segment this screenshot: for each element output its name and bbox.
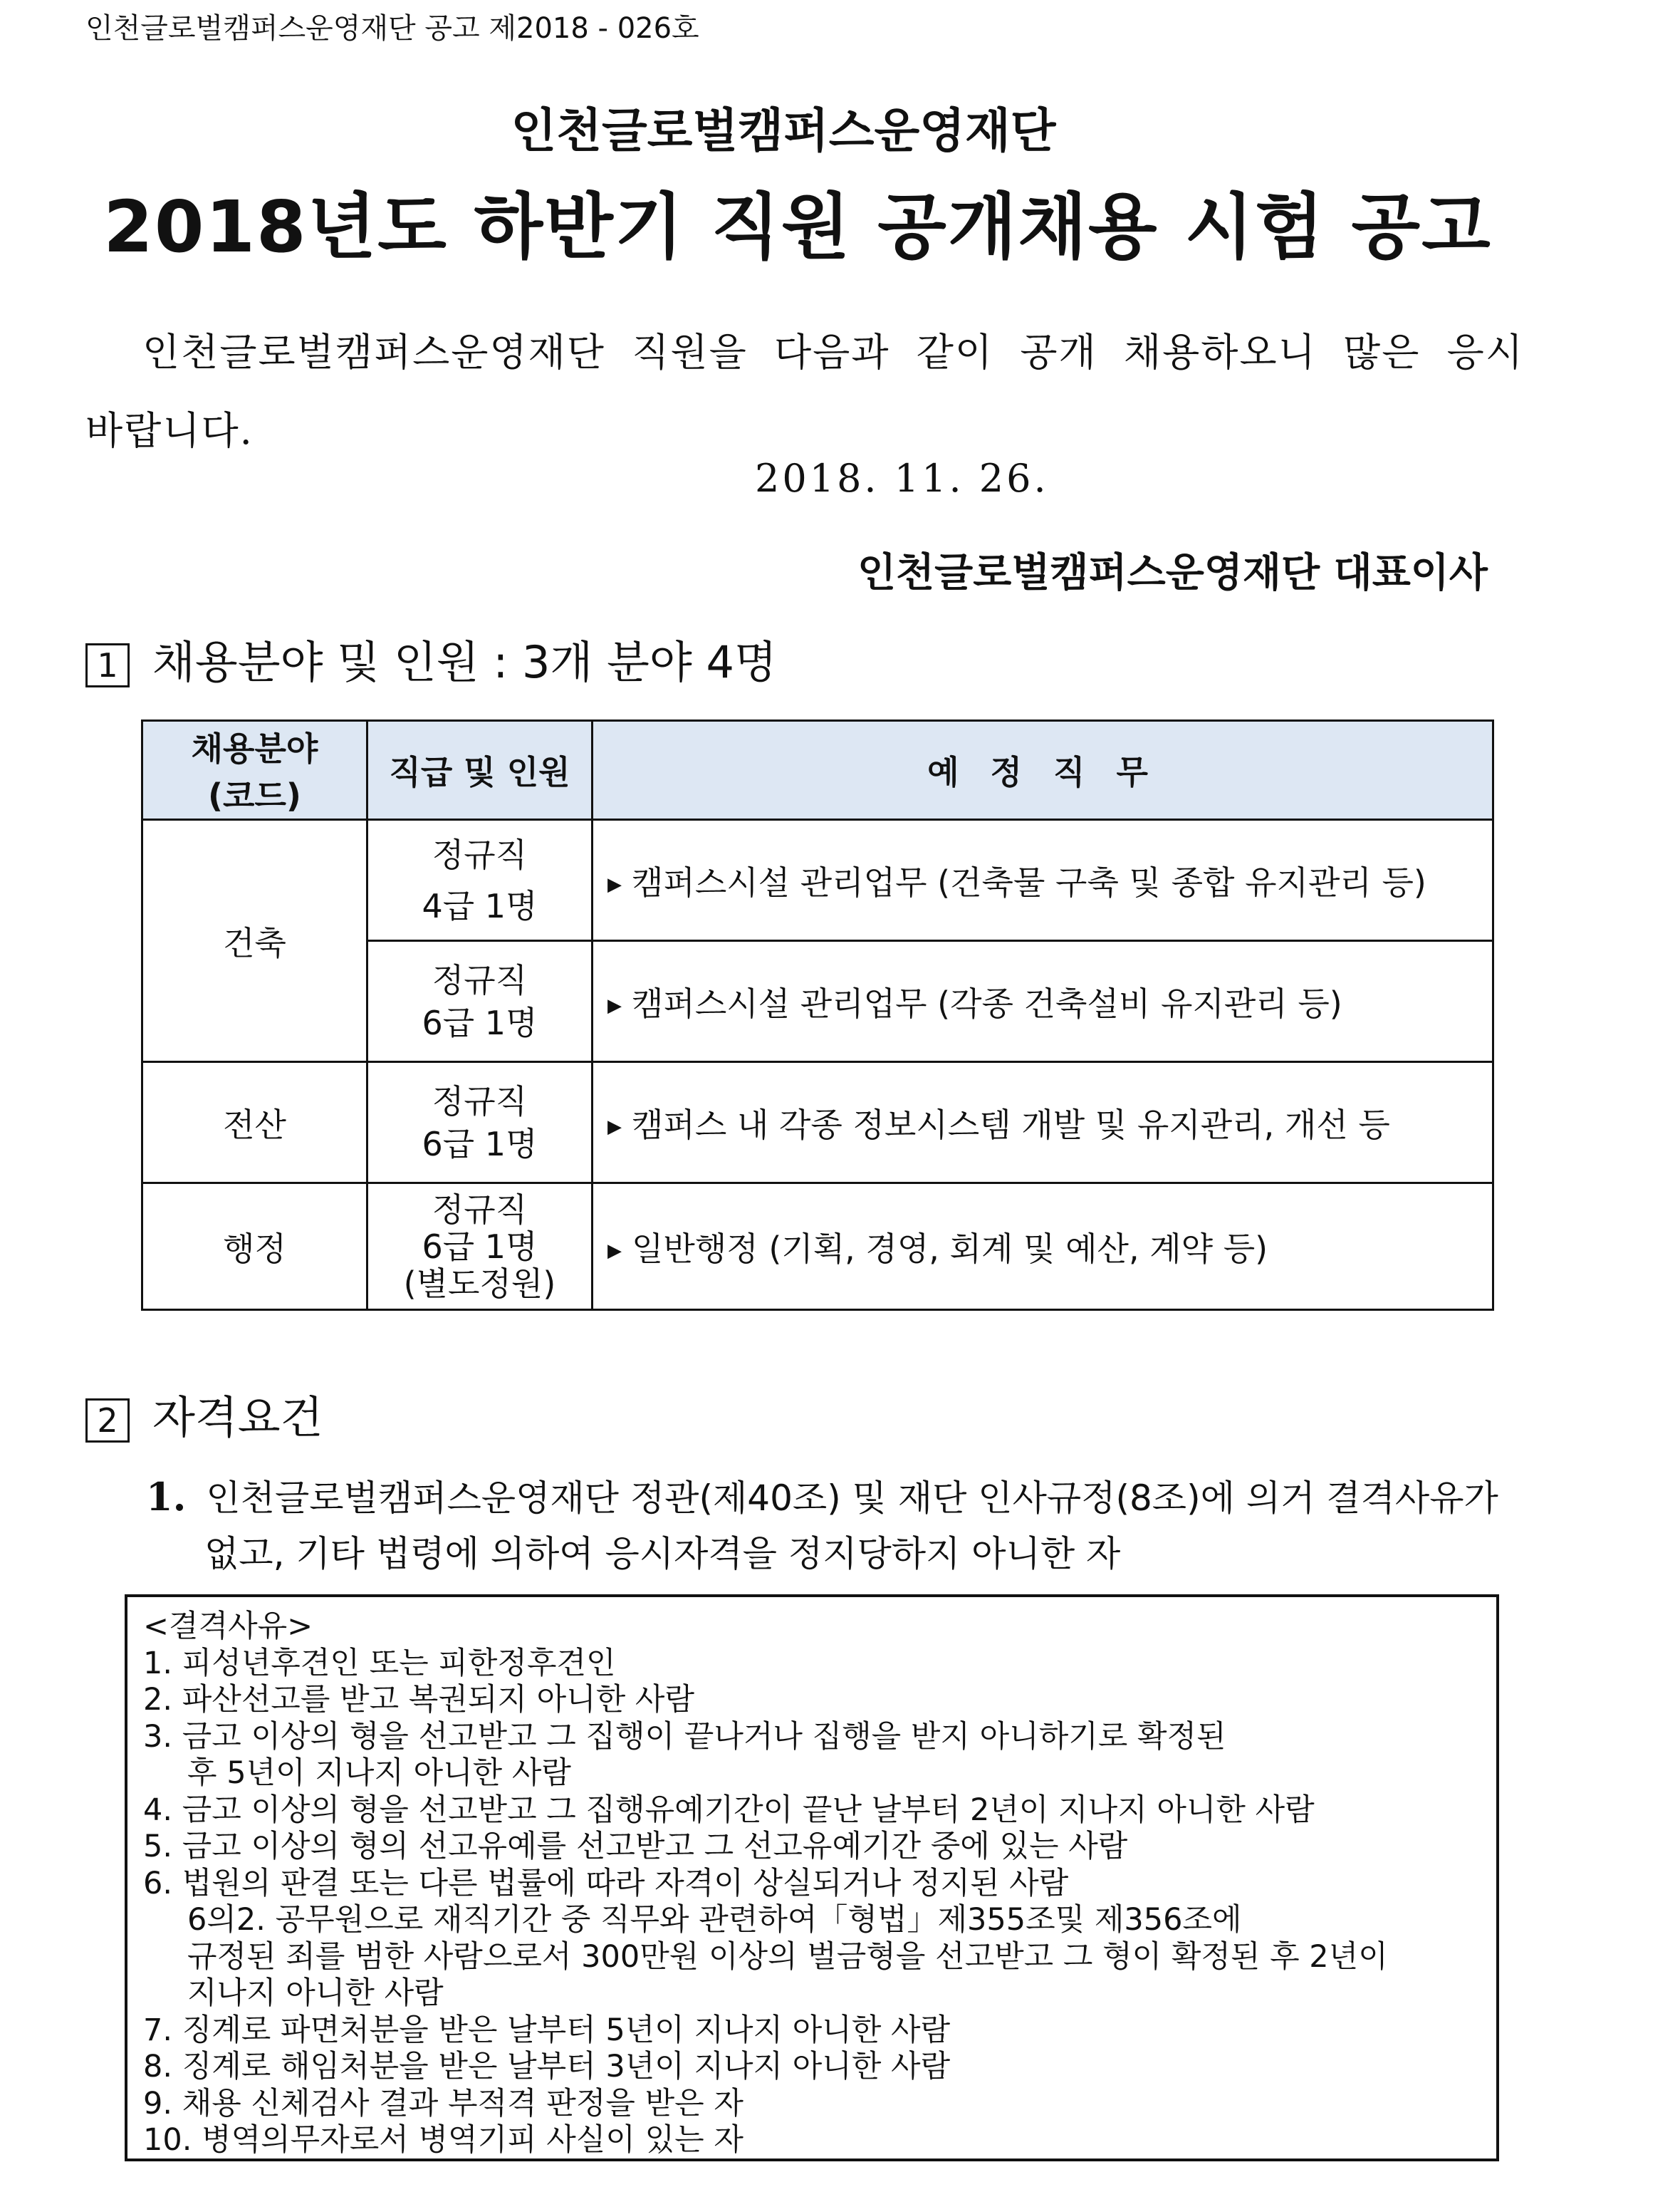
duty-cell (593, 1062, 1493, 1183)
requirement-number: 1. (146, 1474, 187, 1520)
grade-count: 4급 1명 (422, 886, 538, 925)
section-number: 2 (85, 1398, 130, 1443)
duty-cell (593, 1183, 1493, 1310)
field-cell: 건축 (142, 820, 367, 1062)
table-header-row (142, 721, 1493, 820)
table-row (142, 1183, 1493, 1310)
list-item-continuation: 규정된 죄를 범한 사람으로서 300만원 이상의 벌금형을 선고받고 그 형이 확정된 후 2년이 (187, 1938, 1388, 1975)
employment-type: 정규직 (432, 1190, 528, 1229)
list-item: 10. 병역의무자로서 병역기피 사실이 있는 자 (143, 2122, 744, 2158)
grade-count: 6급 1명 (422, 1227, 538, 1266)
header-field-label: 채용분야 (191, 729, 318, 768)
grade-cell (367, 1062, 593, 1183)
triangle-bullet-icon: ▶ (607, 874, 622, 895)
duty-text: 캠퍼스시설 관리업무 (각종 건축설비 유지관리 등) (632, 984, 1342, 1023)
page-title: 2018년도 하반기 직원 공개채용 시험 공고 (103, 185, 1492, 269)
triangle-bullet-icon: ▶ (607, 1240, 622, 1262)
header-grade: 직급 및 인원 (367, 721, 593, 820)
duty-cell (593, 820, 1493, 941)
field-cell: 행정 (142, 1183, 367, 1310)
announcement-date: 2018. 11. 26. (755, 456, 1049, 501)
requirement-item (146, 1469, 1535, 1581)
list-item: 6. 법원의 판결 또는 다른 법률에 따라 자격이 상실되거나 정지된 사람 (143, 1865, 1069, 1901)
duty-cell (593, 941, 1493, 1062)
signer: 인천글로벌캠퍼스운영재단 대표이사 (857, 550, 1488, 596)
announcement-number: 인천글로벌캠퍼스운영재단 공고 제2018 - 026호 (85, 12, 699, 45)
duty-text: 일반행정 (기획, 경영, 회계 및 예산, 계약 등) (632, 1229, 1268, 1268)
header-field (142, 721, 367, 820)
section-number: 1 (85, 643, 130, 687)
list-item: 6의2. 공무원으로 재직기간 중 직무와 관련하여「형법」제355조및 제356조에 (187, 1902, 1242, 1938)
list-item: 4. 금고 이상의 형을 선고받고 그 집행유예기간이 끝난 날부터 2년이 지나지 아니한 사람 (143, 1792, 1315, 1828)
list-item: 5. 금고 이상의 형의 선고유예를 선고받고 그 선고유예기간 중에 있는 사람 (143, 1829, 1128, 1864)
table-row (142, 1062, 1493, 1183)
employment-type: 정규직 (432, 960, 528, 999)
duty-text: 캠퍼스시설 관리업무 (건축물 구축 및 종합 유지관리 등) (632, 863, 1426, 902)
duty-text: 캠퍼스 내 각종 정보시스템 개발 및 유지관리, 개선 등 (632, 1105, 1390, 1144)
triangle-bullet-icon: ▶ (607, 995, 622, 1017)
triangle-bullet-icon: ▶ (607, 1116, 622, 1138)
table-row (142, 820, 1493, 941)
grade-cell (367, 1183, 593, 1310)
grade-count: 6급 1명 (422, 1003, 538, 1042)
field-cell: 전산 (142, 1062, 367, 1183)
header-field-code: (코드) (208, 776, 301, 815)
requirement-line-2: 없고, 기타 법령에 의하여 응시자격을 정지당하지 아니한 자 (204, 1533, 1121, 1574)
section-1-heading (85, 627, 777, 690)
intro-line-1: 인천글로벌캠퍼스운영재단 직원을 다음과 같이 공개 채용하오니 많은 응시 (142, 330, 1524, 375)
requirement-line-1: 인천글로벌캠퍼스운영재단 정관(제40조) 및 재단 인사규정(8조)에 의거 결격사유가 (206, 1477, 1498, 1519)
employment-type: 정규직 (432, 835, 528, 874)
disqualification-box (125, 1594, 1499, 2161)
grade-cell (367, 820, 593, 941)
employment-type: 정규직 (432, 1081, 528, 1121)
section-2-heading (85, 1382, 323, 1445)
list-item: 1. 피성년후견인 또는 피한정후견인 (143, 1645, 616, 1681)
section-title: 자격요건 (152, 1391, 323, 1443)
intro-line-2: 바랍니다. (85, 408, 254, 453)
list-item: 8. 징계로 해임처분을 받은 날부터 3년이 지나지 아니한 사람 (143, 2049, 951, 2084)
header-duty: 예 정 직 무 (593, 721, 1493, 820)
organization-title: 인천글로벌캠퍼스운영재단 (511, 103, 1056, 158)
grade-count: 6급 1명 (422, 1124, 538, 1163)
list-item-continuation: 지나지 아니한 사람 (187, 1975, 444, 2011)
intro-paragraph (85, 313, 1524, 470)
positions-table (141, 720, 1494, 1311)
list-item: 2. 파산선고를 받고 복권되지 아니한 사람 (143, 1682, 694, 1718)
list-item: 9. 채용 신체검사 결과 부적격 판정을 받은 자 (143, 2085, 744, 2121)
grade-note: (별도정원) (403, 1264, 556, 1303)
grade-cell (367, 941, 593, 1062)
list-item: 7. 징계로 파면처분을 받은 날부터 5년이 지나지 아니한 사람 (143, 2012, 951, 2048)
box-title: <결격사유> (143, 1609, 313, 1644)
list-item: 3. 금고 이상의 형을 선고받고 그 집행이 끝나거나 집행을 받지 아니하기로 확정된 (143, 1718, 1226, 1755)
section-title: 채용분야 및 인원 : 3개 분야 4명 (152, 636, 777, 688)
list-item-continuation: 후 5년이 지나지 아니한 사람 (187, 1755, 571, 1791)
